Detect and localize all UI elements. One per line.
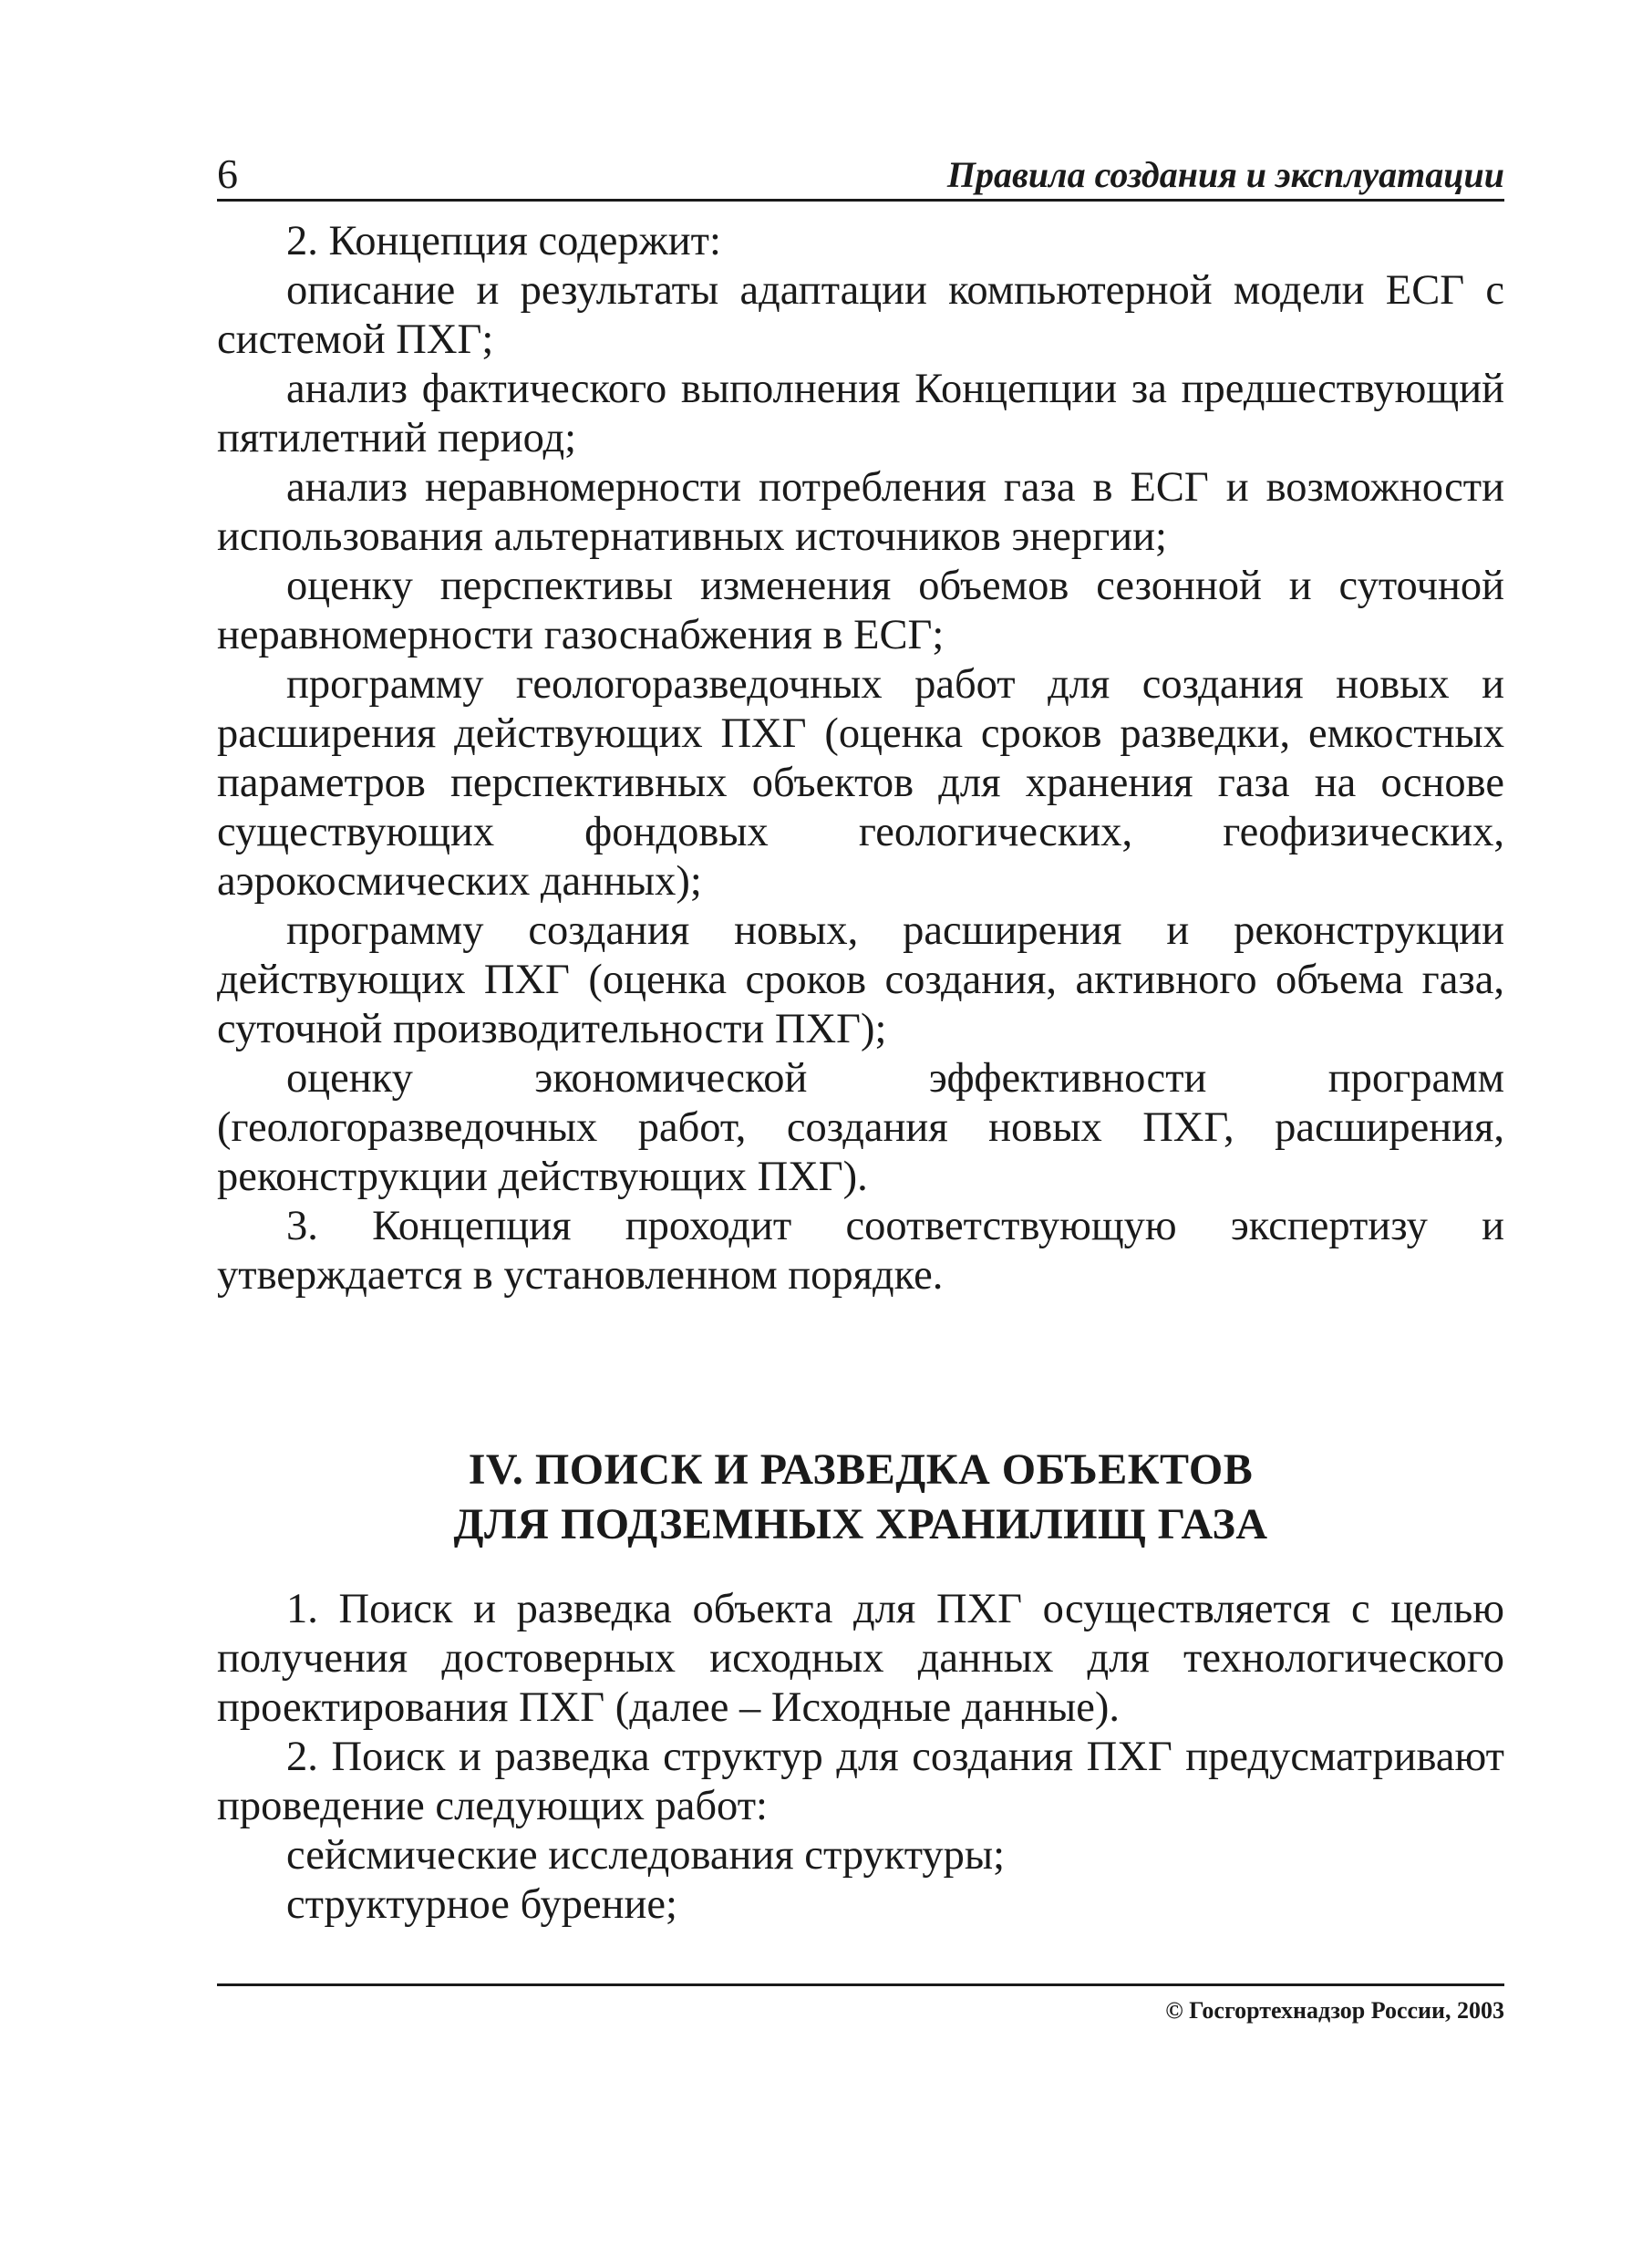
section-heading-line: IV. ПОИСК И РАЗВЕДКА ОБЪЕКТОВ [468,1445,1254,1494]
paragraph: анализ фактического выполнения Концепции за предшествующий пятилетний период; [217,366,1504,461]
paragraph: оценку экономической эффективности программ (геологоразведочных работ, создания новых ПХГ, расширения, реконструкции действующих ПХГ). [217,1055,1504,1200]
paragraph: 3. Концепция проходит соответствующую экспертизу и утверждается в установленном порядке. [217,1203,1504,1299]
section-heading-line: ДЛЯ ПОДЗЕМНЫХ ХРАНИЛИЩ ГАЗА [453,1500,1268,1548]
paragraph: сейсмические исследования структуры; [286,1832,1006,1879]
body-text [217,217,1504,1300]
paragraph: программу геологоразведочных работ для создания новых и расширения действующих ПХГ (оценка сроков разведки, емкостных параметров перспективных объектов для хранения газа на основе существующих фондовых геологических, геофизических, аэрокосмических данных); [217,661,1504,905]
paragraph: оценку перспективы изменения объемов сезонной и суточной неравномерности газоснабжения в ЕСГ; [217,563,1504,658]
copyright-notice: © Госгортехнадзор России, 2003 [1165,1997,1504,2024]
paragraph: описание и результаты адаптации компьютерной модели ЕСГ с системой ПХГ; [217,267,1504,363]
paragraph: 2. Поиск и разведка структур для создания ПХГ предусматривают проведение следующих работ: [217,1734,1504,1829]
page-header [217,144,1504,202]
paragraph: 1. Поиск и разведка объекта для ПХГ осуществляется с целью получения достоверных исходных данных для технологического проектирования ПХГ (далее – Исходные данные). [217,1586,1504,1731]
section-text [217,1585,1504,1930]
paragraph: 2. Концепция содержит: [286,218,721,264]
section-heading [217,1443,1504,1552]
page-number: 6 [217,150,238,197]
running-title: Правила создания и эксплуатации [946,154,1504,195]
paragraph: анализ неравномерности потребления газа в ЕСГ и возможности использования альтернативных источников энергии; [217,464,1504,560]
paragraph: структурное бурение; [286,1881,677,1928]
footer-rule [217,1983,1504,1986]
paragraph: программу создания новых, расширения и реконструкции действующих ПХГ (оценка сроков создания, активного объема газа, суточной производительности ПХГ); [217,907,1504,1052]
